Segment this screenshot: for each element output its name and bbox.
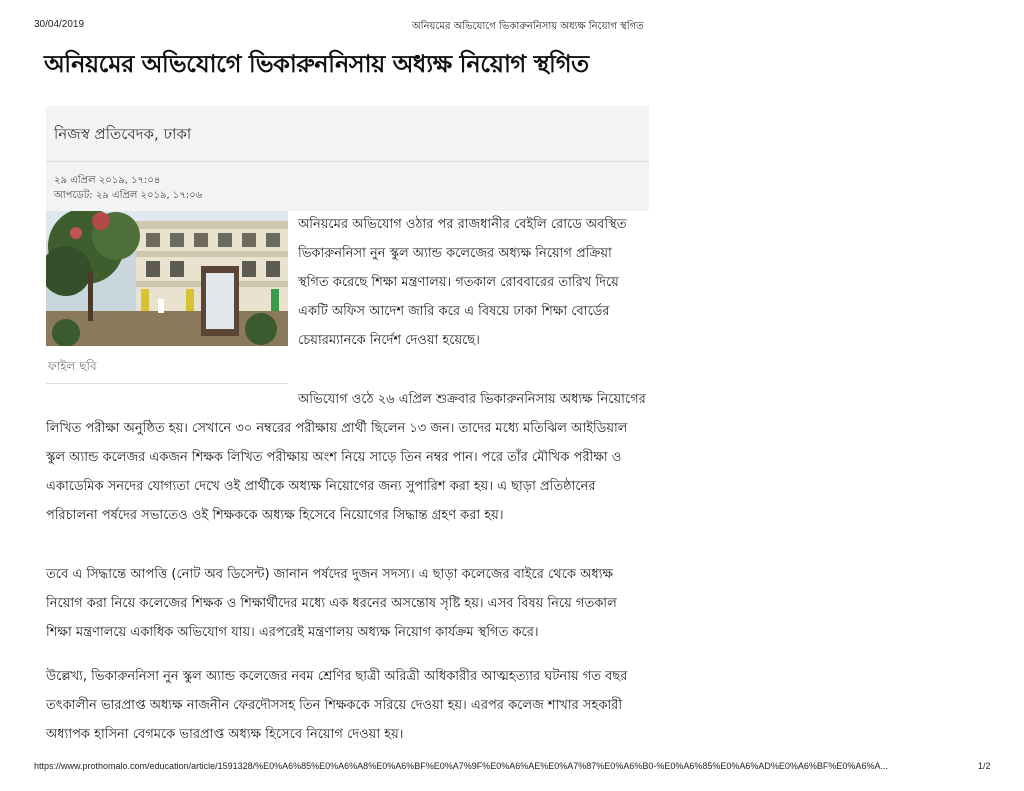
paragraph-line: তৎকালীন ভারপ্রাপ্ত অধ্যক্ষ নাজনীন ফেরদৌসসহ তিন শিক্ষককে সরিয়ে দেওয়া হয়। এরপর কলেজ শাখার সহকারী — [46, 698, 623, 713]
article-photo — [46, 211, 288, 346]
paragraph-line: চেয়ারম্যানকে নির্দেশ দেওয়া হয়েছে। — [298, 333, 480, 348]
paragraph-line: ভিকারুননিসা নুন স্কুল অ্যান্ড কলেজের অধ্যক্ষ নিয়োগ প্রক্রিয়া — [298, 246, 612, 261]
paragraph-line: তবে এ সিদ্ধান্তে আপত্তি (নোট অব ডিসেন্ট) জানান পর্ষদের দুজন সদস্য। এ ছাড়া কলেজের বাইরে থেকে অধ্যক্ষ — [46, 567, 613, 582]
school-building-illustration — [46, 211, 288, 346]
paragraph-line: লিখিত পরীক্ষা অনুষ্ঠিত হয়। সেখানে ৩০ নম্বরের পরীক্ষায় প্রার্থী ছিলেন ১৩ জন। তাদের মধ্যে মতিঝিল আইডিয়াল — [46, 421, 628, 436]
paragraph-line: শিক্ষা মন্ত্রণালয়ে একাধিক অভিযোগ যায়। এরপরেই মন্ত্রণালয় অধ্যক্ষ নিয়োগ কার্যক্রম স্থগিত করে। — [46, 625, 539, 640]
paragraph-line: একাডেমিক সনদের যোগ্যতা দেখে ওই প্রার্থীকে অধ্যক্ষ নিয়োগের জন্য সুপারিশ করা হয়। এ ছাড়া প্রতিষ্ঠানের — [46, 479, 596, 494]
print-page-title: অনিয়মের অভিযোগে ভিকারুননিসায় অধ্যক্ষ নিয়োগ স্থগিত — [412, 21, 644, 32]
article-meta-box — [46, 106, 649, 211]
print-footer-url: https://www.prothomalo.com/education/article/1591328/%E0%A6%85%E0%A6%A8%E0%A6%BF%E0%A7%9F%E0%A6%AE%E0%A7%87%E0%A6%B0-%E0%A6%85%E0%A6%AD%E0%A6%BF%E0%A6%A... — [34, 761, 888, 771]
print-date: 30/04/2019 — [34, 19, 85, 30]
published-time: ২৯ এপ্রিল ২০১৯, ১৭:০৪ — [54, 175, 161, 186]
paragraph-line: অনিয়মের অভিযোগ ওঠার পর রাজধানীর বেইলি রোডে অবস্থিত — [298, 217, 627, 232]
caption-divider — [46, 383, 288, 384]
paragraph-line: স্থগিত করেছে শিক্ষা মন্ত্রণালয়। গতকাল রোববারের তারিখ দিয়ে — [298, 275, 619, 290]
paragraph-line: একটি অফিস আদেশ জারি করে এ বিষয়ে ঢাকা শিক্ষা বোর্ডের — [298, 304, 610, 319]
paragraph-line: অভিযোগ ওঠে ২৬ এপ্রিল শুক্রবার ভিকারুননিসায় অধ্যক্ষ নিয়োগের — [298, 392, 646, 407]
paragraph-line: স্কুল অ্যান্ড কলেজর একজন শিক্ষক লিখিত পরীক্ষায় অংশ নিয়ে সাড়ে তিন নম্বর পান। পরে তাঁর মৌখিক পরীক্ষা ও — [46, 450, 622, 465]
updated-time: আপডেট: ২৯ এপ্রিল ২০১৯, ১৭:০৬ — [54, 190, 203, 201]
paragraph-line: নিয়োগ করা নিয়ে কলেজের শিক্ষক ও শিক্ষার্থীদের মধ্যে এক ধরনের অসন্তোষ সৃষ্টি হয়। এসব বিষয় নিয়ে গতকাল — [46, 596, 617, 611]
paragraph-line: পরিচালনা পর্ষদের সভাতেও ওই শিক্ষককে অধ্যক্ষ হিসেবে নিয়োগের সিদ্ধান্ত গ্রহণ করা হয়। — [46, 508, 504, 523]
print-page-number: 1/2 — [978, 761, 991, 771]
photo-caption: ফাইল ছবি — [48, 359, 97, 373]
article-byline: নিজস্ব প্রতিবেদক, ঢাকা — [54, 125, 192, 143]
article-headline: অনিয়মের অভিযোগে ভিকারুননিসায় অধ্যক্ষ নিয়োগ স্থগিত — [44, 50, 589, 78]
paragraph-line: উল্লেখ্য, ভিকারুননিসা নুন স্কুল অ্যান্ড কলেজের নবম শ্রেণির ছাত্রী অরিত্রী অধিকারীর আত্মহত্যার ঘটনায় গত বছর — [46, 669, 628, 684]
paragraph-line: অধ্যাপক হাসিনা বেগমকে ভারপ্রাপ্ত অধ্যক্ষ হিসেবে নিয়োগ দেওয়া হয়। — [46, 727, 404, 742]
meta-divider — [46, 161, 649, 162]
